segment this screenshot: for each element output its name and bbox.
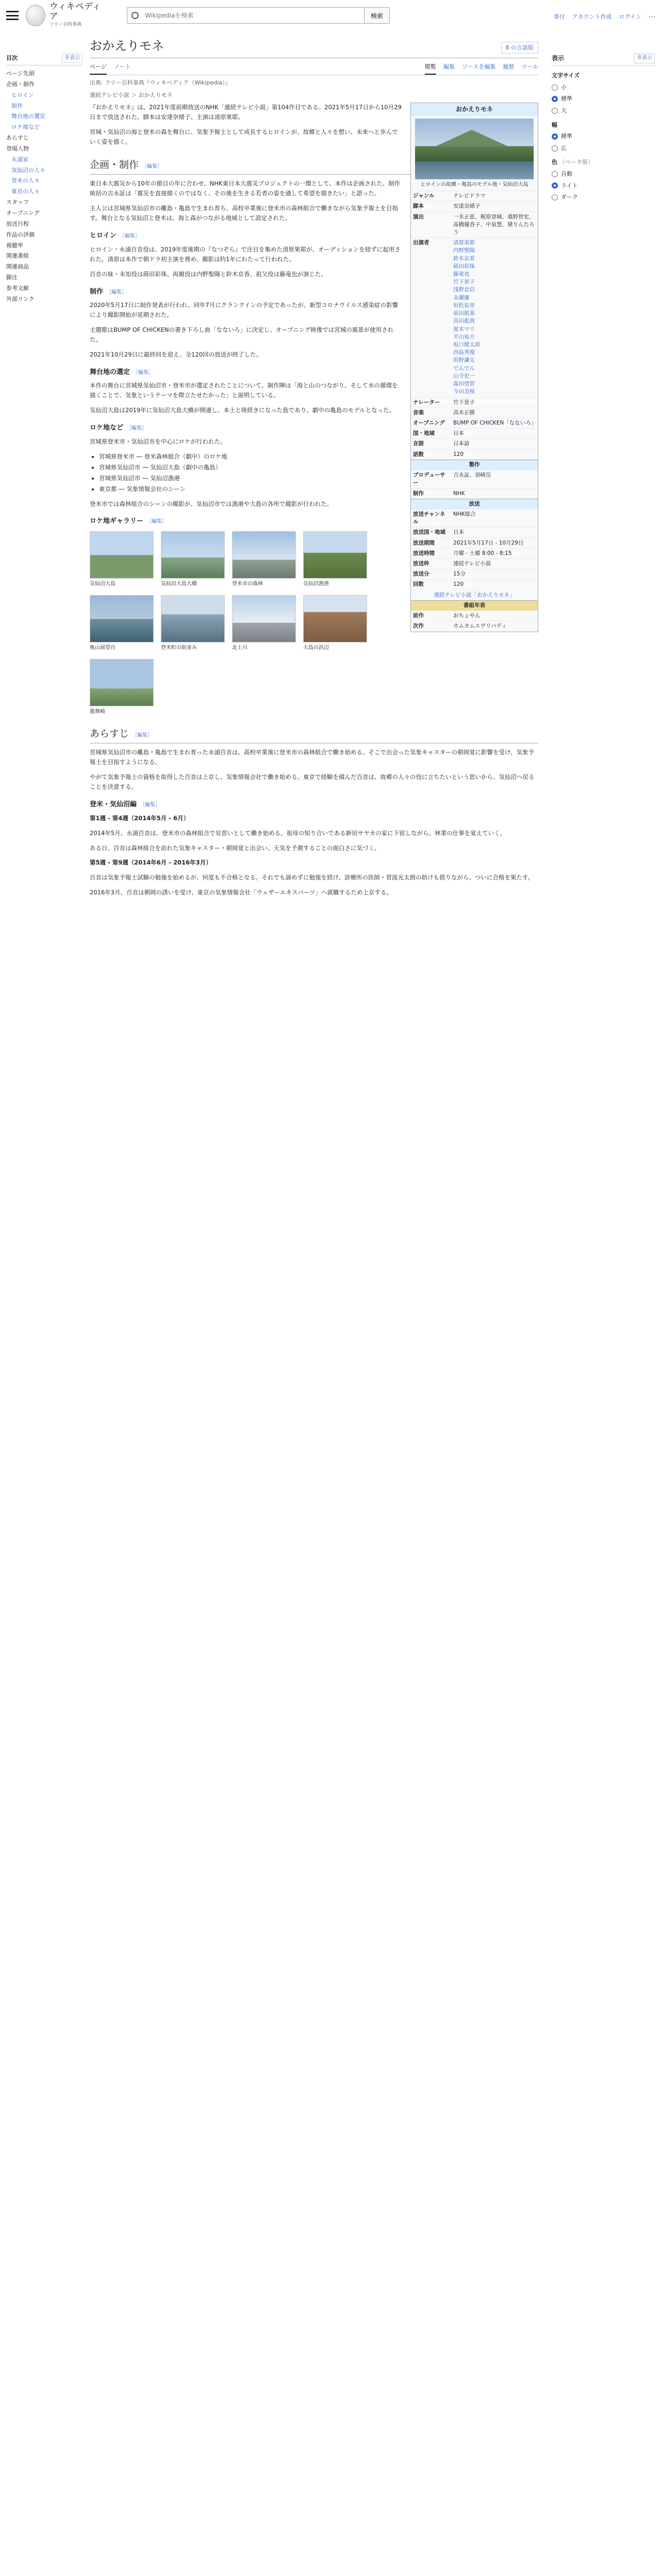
infobox-row: [411, 212, 538, 238]
toc-item[interactable]: 登米の人々: [11, 177, 40, 184]
list-item: • 宮城県気仙沼市 ― 気仙沼漁港: [99, 473, 538, 483]
infobox-value: 吉永証、須崎岳: [453, 472, 491, 479]
cast-link[interactable]: 坂口健太郎: [453, 342, 481, 348]
paragraph: 東日本大震災から10年の節目の年に合わせ、NHK東日本大震災プロジェクトの一環として、本作は企画された。制作統括の吉永証は「震災を直接描くのではなく、その後を生きる若者の姿を通して希望を描きたい」と語った。: [90, 180, 401, 197]
infobox-value: カムカムエヴリバディ: [453, 623, 507, 630]
edit-link[interactable]: ［編集］: [126, 426, 147, 432]
text-size-label: 文字サイズ: [552, 72, 580, 79]
cast-link[interactable]: 平山祐介: [453, 333, 475, 340]
tab-read[interactable]: 閲覧: [425, 61, 436, 75]
page-tabs: [90, 61, 538, 75]
paragraph: 2016年3月、百音は朝岡の誘いを受け、東京の気象情報会社「ウェザーエキスパーツ」へ就職するため上京する。: [90, 889, 392, 896]
toc-item[interactable]: 外部リンク: [6, 295, 35, 302]
tab-edit-source[interactable]: ソースを編集: [461, 63, 496, 71]
toc-item[interactable]: 気仙沼の人々: [11, 166, 45, 174]
cast-link[interactable]: 竹下景子: [453, 279, 475, 285]
gallery-item: [303, 595, 367, 652]
subheading-ep2: 第5週 - 第9週（2014年6月 - 2016年3月）: [90, 859, 212, 867]
infobox-row: [411, 397, 538, 408]
main-menu-icon[interactable]: [6, 11, 19, 20]
gallery-caption: 大島の浜辺: [303, 645, 329, 651]
infobox-row: [411, 611, 538, 621]
toc-item[interactable]: 東京の人々: [11, 188, 40, 195]
infobox-row: [411, 191, 538, 201]
gallery-item: [161, 595, 225, 652]
toc-item[interactable]: 企画・制作: [6, 80, 35, 88]
infobox-section-chronology: 番組年表: [411, 600, 538, 611]
gallery-caption: 龍舞崎: [90, 708, 105, 715]
toc-item[interactable]: スタッフ: [6, 199, 29, 206]
infobox-value: 竹下景子: [453, 399, 475, 405]
gallery-item: [90, 595, 154, 652]
cast-link[interactable]: 恒松祐里: [453, 302, 475, 309]
infobox-value: テレビドラマ: [453, 193, 486, 199]
edit-link[interactable]: ［編集］: [146, 519, 168, 525]
paragraph: 百音の妹・未知役は蒔田彩珠、両親役は内野聖陽と鈴木京香、祖父役は藤竜也が演じた。: [90, 270, 327, 278]
infobox-row: [411, 449, 538, 460]
infobox-row: [411, 418, 538, 428]
list-item: • 宮城県登米市 ― 登米森林組合（劇中）のロケ地: [99, 452, 538, 462]
paragraph: 本作の舞台に宮城県気仙沼市・登米市が選定されたことについて、制作陣は「海と山のつながり、そして水の循環を描くことで、気象というテーマを際立たせたかった」と説明している。: [90, 382, 398, 399]
infobox-row: [411, 438, 538, 449]
toc-item[interactable]: オープニング: [6, 209, 40, 216]
infobox-value: 2021年5月17日 - 10月29日: [453, 539, 524, 546]
infobox-image[interactable]: [415, 118, 534, 179]
gallery-caption: 北上川: [232, 645, 247, 651]
infobox-value: 一木正恵、梶原登城、桑野智宏、髙橋優香子、中泉慧、黛りんたろう: [453, 213, 535, 235]
infobox-key: ナレーター: [413, 399, 440, 405]
paragraph: 宮城県気仙沼市の離島・亀島で生まれ育った永浦百音は、高校卒業後に登米市の森林組合で働き始める。そこで出会った気象キャスターの朝岡覚に影響を受け、気象予報士を目指すようになる。: [90, 749, 535, 766]
infobox-row: [411, 558, 538, 569]
location-gallery: [90, 531, 403, 716]
paragraph: 2014年5月。永浦百音は、登米市の森林組合で見習いとして働き始める。祖母の知り合いである新田サヤカの家に下宿しながら、林業の仕事を覚えていく。: [90, 829, 506, 837]
gallery-item: [90, 659, 154, 716]
toc-item[interactable]: 関連番組: [6, 252, 29, 260]
infobox-key: 放送国・地域: [413, 529, 445, 536]
login-link[interactable]: ログイン: [619, 13, 641, 21]
infobox-key: 放送分: [413, 571, 429, 578]
tab-edit[interactable]: 編集: [443, 63, 455, 71]
cast-link[interactable]: 山寺宏一: [453, 372, 475, 379]
cast-link[interactable]: 永瀬廉: [453, 294, 470, 301]
paragraph: やがて気象予報士の資格を取得した百音は上京し、気象情報会社で働き始める。東京で経験を積んだ百音は、故郷の人々の役に立ちたいという思いから、気仙沼へ戻ることを決意する。: [90, 773, 535, 791]
heading-production: 制作 ［編集］: [90, 287, 127, 296]
breadcrumb: 連続テレビ小説 ＞ おかえりモネ: [90, 91, 173, 98]
cast-link[interactable]: 蒔田彩珠: [453, 263, 475, 269]
cast-link[interactable]: 内野聖陽: [453, 247, 475, 254]
more-options-icon[interactable]: ⋯: [649, 13, 656, 21]
infobox-row: [411, 548, 538, 558]
infobox-key: 放送チャンネル: [413, 511, 445, 526]
heading-heroine: ヒロイン ［編集］: [90, 232, 140, 240]
infobox-key: 回数: [413, 581, 424, 588]
list-item: • 東京都 ― 気象情報会社のシーン: [99, 484, 538, 494]
gallery-item: [161, 531, 225, 588]
infobox-row: [411, 470, 538, 488]
edit-link[interactable]: ［編集］: [106, 289, 127, 295]
infobox-key: 国・地域: [413, 430, 435, 437]
cast-link[interactable]: 今田美桜: [453, 388, 475, 395]
text-size-large[interactable]: 大: [552, 106, 655, 115]
toc-item[interactable]: 制作: [11, 102, 23, 109]
infobox-value: NHK: [453, 490, 465, 497]
infobox-official-site: [411, 590, 538, 600]
article-body: [90, 103, 538, 897]
paragraph: 主題歌はBUMP OF CHICKENの書き下ろし曲「なないろ」に決定し、オープニング映像では宮城の風景が使用された。: [90, 326, 394, 343]
edit-link[interactable]: ［編集］: [133, 369, 154, 376]
toc-item[interactable]: 視聴率: [6, 242, 23, 249]
toc-item[interactable]: ヒロイン: [11, 91, 34, 98]
cast-link[interactable]: 浜野謙太: [453, 357, 475, 364]
language-button[interactable]: 8 の言語版: [501, 42, 539, 54]
width-label: 幅: [552, 121, 557, 128]
paragraph: 2021年10月29日に最終回を迎え、全120回の放送が終了した。: [90, 350, 262, 358]
infobox-key: 音楽: [413, 409, 424, 416]
toc-item[interactable]: ロケ地など: [11, 124, 40, 131]
edit-link[interactable]: ［編集］: [132, 732, 153, 738]
toc-item[interactable]: 登場人物: [6, 145, 29, 152]
width-wide[interactable]: 広: [552, 144, 655, 153]
heading-plan: 企画・制作 ［編集］: [90, 157, 538, 175]
infobox-key: 言語: [413, 440, 424, 447]
infobox-key: 次作: [413, 623, 424, 630]
edit-link[interactable]: ［編集］: [142, 164, 163, 170]
gallery-image[interactable]: [161, 531, 225, 579]
donate-link[interactable]: 寄付: [553, 13, 565, 21]
gallery-item: [232, 595, 296, 652]
appearance-panel: [552, 54, 655, 205]
paragraph: 2020年5月17日に制作発表が行われ、同年7月にクランクインの予定であったが、新型コロナウイルス感染症の影響により撮影開始が延期された。: [90, 301, 399, 319]
tab-tools[interactable]: ツール: [521, 63, 538, 71]
toc-item[interactable]: 舞台地の選定: [11, 113, 45, 120]
color-auto[interactable]: 自動: [552, 170, 655, 179]
infobox-row: [411, 408, 538, 418]
infobox-row: [411, 201, 538, 211]
infobox-row: [411, 509, 538, 527]
color-label: 色 （ベータ版）: [552, 159, 593, 166]
gallery-image[interactable]: [161, 595, 225, 642]
infobox-row-cast: 出演者 清原果耶 内野聖陽 鈴木京香 蒔田彩珠 藤竜也 竹下景子 浅野忠信 永瀬廉 恒松祐里 前田航基 高田彪我 夏木マリ 平山祐介 坂口健太郎 西島秀俊 浜野謙太 でんでん 山寺宏一 森田望智 今田美桜: [411, 238, 538, 397]
infobox-key: 制作: [413, 490, 424, 497]
tab-history[interactable]: 履歴: [503, 63, 515, 71]
search-box: [127, 7, 390, 24]
paragraph: ある日、百音は森林組合を訪れた気象キャスター・朝岡覚と出会い、天気を予測することの面白さに気づく。: [90, 844, 380, 852]
paragraph: 百音は気象予報士試験の勉強を始めるが、何度も不合格となる。それでも諦めずに勉強を続け、診療所の医師・菅波光太朗の助けも借りながら、ついに合格を果たす。: [90, 874, 534, 882]
gallery-image[interactable]: [90, 595, 154, 642]
tab-page[interactable]: ページ: [90, 61, 107, 75]
toc-item[interactable]: 放送日程: [6, 220, 29, 227]
toc-item[interactable]: 脚注: [6, 274, 18, 281]
cast-link[interactable]: 前田航基: [453, 310, 475, 317]
infobox: [410, 103, 538, 632]
tagline: フリー百科事典: [49, 22, 82, 28]
infobox-key: 放送枠: [413, 561, 429, 567]
toc-item[interactable]: ページ先頭: [6, 70, 35, 77]
infobox-key: 脚本: [413, 203, 424, 210]
paragraph: 主人公は宮城県気仙沼市の離島・亀島で生まれ育ち、高校卒業後に登米市の森林組合で働きながら気象予報士を目指す。舞台となる気仙沼と登米は、海と森がつながる地域として設定された。: [90, 205, 398, 222]
user-links: [554, 11, 656, 23]
toc-item[interactable]: 作品の評価: [6, 231, 35, 238]
infobox-value: BUMP OF CHICKEN「なないろ」: [453, 419, 537, 426]
edit-link[interactable]: ［編集］: [140, 802, 161, 808]
heading-filming: ロケ地など ［編集］: [90, 424, 147, 432]
infobox-row: [411, 488, 538, 499]
heading-synopsis: あらすじ ［編集］: [90, 726, 538, 743]
width-standard[interactable]: 標準: [552, 132, 655, 141]
infobox-key: 話数: [413, 451, 424, 457]
page-title: おかえりモネ: [90, 39, 164, 53]
lead-paragraph-2: 宮城・気仙沼の海と登米の森を舞台に、気象予報士として成長するヒロインが、故郷と人々を想い、未来へと歩んでいく姿を描く。: [90, 128, 398, 146]
appearance-title: 表示 非表示: [552, 54, 655, 66]
paragraph: 宮城県登米市・気仙沼市を中心にロケが行われた。: [90, 437, 226, 445]
heading-gallery: ロケ地ギャラリー ［編集］: [90, 517, 168, 526]
infobox-value: おちょやん: [453, 613, 481, 619]
infobox-value: 15分: [453, 571, 466, 578]
gallery-item: [303, 531, 367, 588]
infobox-value: NHK総合: [453, 511, 476, 517]
infobox-row: [411, 428, 538, 438]
text-size-small[interactable]: 小: [552, 83, 655, 92]
infobox-key: プロデューサー: [413, 472, 445, 486]
infobox-value: 日本: [453, 529, 464, 536]
list-item: • 宮城県気仙沼市 ― 気仙沼大島（劇中の亀島）: [99, 463, 538, 472]
site-logo[interactable]: [26, 2, 103, 29]
color-light[interactable]: ライト: [552, 181, 655, 191]
heading-location-choice: 舞台地の選定 ［編集］: [90, 368, 154, 376]
infobox-row: [411, 621, 538, 631]
infobox-value: 連続テレビ小説: [453, 561, 491, 567]
infobox-value: 高木正勝: [453, 409, 475, 416]
cast-link[interactable]: 西島秀俊: [453, 349, 475, 356]
gallery-image[interactable]: [90, 531, 154, 579]
infobox-value: 安達奈緒子: [453, 203, 481, 210]
gallery-image[interactable]: [232, 531, 296, 579]
gallery-caption: 気仙沼大島大橋: [161, 581, 197, 587]
gallery-image[interactable]: [303, 595, 367, 642]
cast-link[interactable]: でんでん: [453, 365, 475, 371]
cast-link[interactable]: 高田彪我: [453, 318, 475, 325]
infobox-key: 放送時間: [413, 550, 435, 556]
gallery-caption: 亀山展望台: [90, 645, 115, 651]
infobox-section-broadcast: 放送: [411, 499, 538, 509]
search-icon: [131, 12, 139, 19]
color-dark[interactable]: ダーク: [552, 193, 655, 202]
gallery-item: [232, 531, 296, 588]
appearance-hide-button[interactable]: 非表示: [634, 54, 655, 63]
cast-link[interactable]: 森田望智: [453, 381, 475, 387]
cast-link[interactable]: 夏木マリ: [453, 326, 475, 332]
infobox-value: 月曜 - 土曜 8:00 - 8:15: [453, 550, 512, 556]
cast-link[interactable]: 浅野忠信: [453, 286, 475, 293]
tab-talk[interactable]: ノート: [113, 63, 131, 71]
gallery-caption: 登米町の街並み: [161, 645, 197, 651]
cast-link[interactable]: 鈴木京香: [453, 255, 475, 262]
infobox-row: [411, 538, 538, 548]
edit-link[interactable]: ［編集］: [119, 233, 140, 240]
infobox-key: オープニング: [413, 419, 445, 426]
infobox-key: 前作: [413, 613, 424, 619]
gallery-image[interactable]: [90, 659, 154, 706]
infobox-key: 放送期間: [413, 539, 435, 546]
search-button[interactable]: 検索: [364, 8, 389, 23]
infobox-section-production: 製作: [411, 460, 538, 470]
infobox-value: 日本語: [453, 440, 470, 447]
toc-item[interactable]: 参考文献: [6, 284, 29, 292]
infobox-row: [411, 527, 538, 537]
paragraph: 登米市では森林組合のシーンの撮影が、気仙沼市では漁港や大島の各所で撮影が行われた。: [90, 500, 333, 507]
infobox-key: ジャンル: [413, 193, 435, 199]
gallery-caption: 登米市の森林: [232, 581, 263, 587]
wordmark: ウィキペディア: [49, 2, 101, 22]
site-subtitle: 出典: フリー百科事典『ウィキペディア（Wikipedia）』: [90, 79, 231, 86]
toc-sidebar: [6, 54, 82, 305]
official-site-link[interactable]: 連続テレビ小説「おかえりモネ」: [434, 591, 515, 598]
gallery-item: [90, 531, 154, 588]
cast-link[interactable]: 清原果耶: [453, 240, 475, 246]
paragraph: ヒロイン・永浦百音役は、2019年度後期の『なつぞら』で注目を集めた清原果耶が、オーディションを経ずに起用された。清原は本作で朝ドラ初主演を務め、撮影は約1年にわたって行われた。: [90, 245, 401, 263]
text-size-standard[interactable]: 標準: [552, 94, 655, 104]
infobox-value: 120: [453, 581, 464, 588]
gallery-caption: 気仙沼漁港: [303, 581, 329, 587]
toc-item[interactable]: 永浦家: [11, 156, 28, 163]
wikipedia-globe-icon: [26, 5, 45, 26]
gallery-image[interactable]: [303, 531, 367, 579]
lead-paragraph-1: 『おかえりモネ』は、2021年度前期放送のNHK「連続テレビ小説」第104作目である。2021年5月17日から10月29日まで放送された。脚本は安達奈緒子、主演は清原果耶。: [90, 104, 402, 121]
heading-tome-arc: 登米・気仙沼編 ［編集］: [90, 801, 161, 809]
toc-title: 目次 非表示: [6, 54, 82, 65]
toc-hide-button[interactable]: 非表示: [62, 54, 82, 63]
subheading-ep1: 第1週 - 第4週（2014年5月 - 6月）: [90, 814, 190, 822]
infobox-value: 120: [453, 451, 464, 457]
create-account-link[interactable]: アカウント作成: [572, 13, 612, 21]
toc-item[interactable]: あらすじ: [6, 134, 29, 142]
search-input[interactable]: [144, 11, 350, 20]
infobox-row: [411, 579, 538, 589]
toc-item[interactable]: 関連商品: [6, 263, 29, 270]
site-header: [0, 0, 662, 31]
infobox-value: 日本: [453, 430, 464, 437]
infobox-key: 演出: [413, 213, 424, 220]
cast-link[interactable]: 藤竜也: [453, 271, 470, 278]
main-content: [90, 31, 538, 903]
gallery-image[interactable]: [232, 595, 296, 642]
infobox-row: [411, 569, 538, 579]
paragraph: 気仙沼大島は2019年に気仙沼大島大橋が開通し、本土と陸続きになった島であり、劇中の亀島のモデルとなった。: [90, 406, 395, 414]
gallery-caption: 気仙沼大島: [90, 581, 115, 587]
infobox-caption: ヒロインの故郷・亀島のモデル地・気仙沼大島: [420, 181, 528, 188]
infobox-title: おかえりモネ: [411, 103, 538, 116]
